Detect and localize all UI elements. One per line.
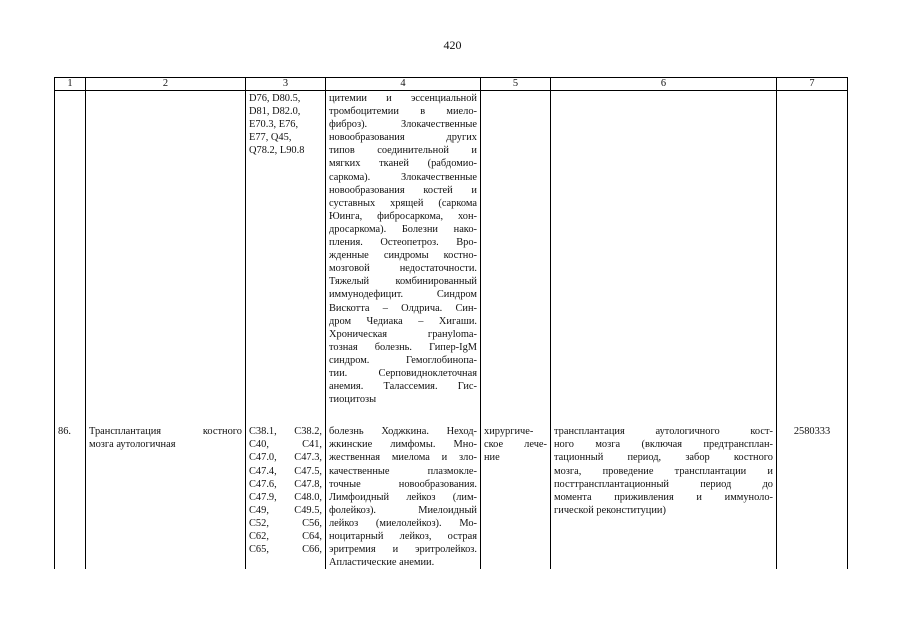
intervention-name-cell [86, 425, 246, 569]
text-line: C47.6, C47.8, [249, 478, 322, 490]
text-line: ние [484, 452, 500, 464]
row-number-cell: 86. [55, 425, 86, 569]
text-line: D81, D82.0, [249, 106, 301, 118]
column-header-4: 4 [326, 78, 481, 91]
text-line: трансплантация аутологичного кост- [554, 426, 773, 438]
text-line: ноцитарный лейкоз, острая [329, 531, 477, 542]
diagnoses-cell [326, 91, 481, 426]
text-line: Лимфоидный лейкоз (лим- [329, 491, 477, 503]
text-line: C40, C41, [249, 439, 322, 451]
treatment-type-cell [481, 425, 551, 569]
table-row-86 [55, 425, 848, 569]
text-line: Апластические анемии. [329, 557, 435, 569]
text-line: E77, Q45, [249, 132, 292, 144]
text-line: жкинские лимфомы. Мно- [329, 439, 477, 451]
text-line: ного мозга (включая предтрансплан- [554, 439, 773, 451]
text-line: мозговой недостаточности. [329, 263, 477, 275]
table-row-continuation [55, 91, 848, 426]
icd-codes-cell [246, 91, 326, 426]
column-header-2: 2 [86, 78, 246, 91]
treatment-type-cell [481, 91, 551, 426]
text-line: цитемии и эссенциальной [329, 93, 477, 104]
text-line: C47.9, C48.0, [249, 491, 322, 503]
text-line: типов соединительной и [329, 145, 477, 157]
text-line: тромбоцитемии в миело- [329, 106, 477, 118]
treatment-method-cell [551, 425, 777, 569]
text-line: гической реконституции) [554, 504, 666, 516]
text-line: Тяжелый комбинированный [329, 276, 477, 288]
text-line: ское лече- [484, 439, 547, 451]
text-line: лейкоз (миелолейкоз). Мо- [329, 517, 477, 529]
text-line: болезнь Ходжкина. Неход- [329, 426, 477, 438]
text-line: мозга аутологичная [89, 439, 176, 451]
text-line: эритремия и эритролейкоз. [329, 544, 477, 556]
column-number-row [55, 78, 848, 91]
text-line: жденные синдромы костно- [329, 250, 477, 262]
text-line: момента приживления и иммуноло- [554, 491, 773, 503]
text-line: фолейкоз). Миелоидный [329, 504, 477, 516]
text-line: точные новообразования. [329, 478, 477, 490]
text-line: фиброз). Злокачественные [329, 119, 477, 131]
text-line: мягких тканей (рабдомио- [329, 158, 477, 170]
text-line: E70.3, E76, [249, 119, 299, 131]
text-line: жественная миелома и зло- [329, 452, 477, 464]
text-line: новообразования других [329, 132, 477, 144]
text-line: иммунодефицит. Синдром [329, 289, 477, 301]
text-line: мозга, проведение трансплантации и [554, 465, 773, 477]
text-line: качественные плазмокле- [329, 465, 477, 477]
text-line: Юинга, фибросаркома, хон- [329, 210, 477, 222]
page-number: 420 [443, 38, 462, 52]
row-number-cell [55, 91, 86, 426]
text-line: C38.1, C38.2, [249, 426, 322, 438]
text-line: C65, C66, [249, 544, 322, 556]
column-header-5: 5 [481, 78, 551, 91]
text-line: хирургиче- [484, 426, 534, 438]
text-line: C47.0, C47.3, [249, 452, 322, 464]
text-line: дросаркома). Болезни нако- [329, 223, 477, 235]
column-header-1: 1 [55, 78, 86, 91]
icd-codes-cell [246, 425, 326, 569]
text-line: тиоцитозы [329, 394, 377, 406]
text-line: Хроническая грануloma- [329, 328, 477, 340]
text-line: тозная болезнь. Гипер-IgM [329, 341, 477, 353]
cost-cell: 2580333 [777, 425, 848, 569]
text-line: дром Чедиака – Хигаши. [329, 315, 477, 327]
text-line: пления. Остеопетроз. Вро- [329, 237, 477, 249]
column-header-3: 3 [246, 78, 326, 91]
text-line: C47.4, C47.5, [249, 465, 322, 477]
column-header-6: 6 [551, 78, 777, 91]
text-line: Q78.2, L90.8 [249, 145, 305, 157]
text-line: D76, D80.5, [249, 93, 301, 104]
text-line: суставных хрящей (саркома [329, 197, 477, 209]
text-line: тии. Серповидноклеточная [329, 367, 477, 379]
text-line: C52, C56, [249, 517, 322, 529]
cost-cell [777, 91, 848, 426]
column-header-7: 7 [777, 78, 848, 91]
text-line: посттрансплантационный период до [554, 478, 773, 490]
text-line: Трансплантация костного [89, 426, 242, 438]
text-line: Вискотта – Олдрича. Син- [329, 302, 477, 314]
text-line: C62, C64, [249, 531, 322, 542]
text-line: анемия. Талассемия. Гис- [329, 381, 477, 393]
treatment-method-cell [551, 91, 777, 426]
text-line: синдром. Гемоглобинопа- [329, 354, 477, 366]
intervention-name-cell [86, 91, 246, 426]
text-line: новообразования костей и [329, 184, 477, 196]
text-line: саркома). Злокачественные [329, 171, 477, 183]
text-line: тационный период, забор костного [554, 452, 773, 464]
medical-care-table [54, 77, 848, 569]
text-line: C49, C49.5, [249, 504, 322, 516]
diagnoses-cell [326, 425, 481, 569]
